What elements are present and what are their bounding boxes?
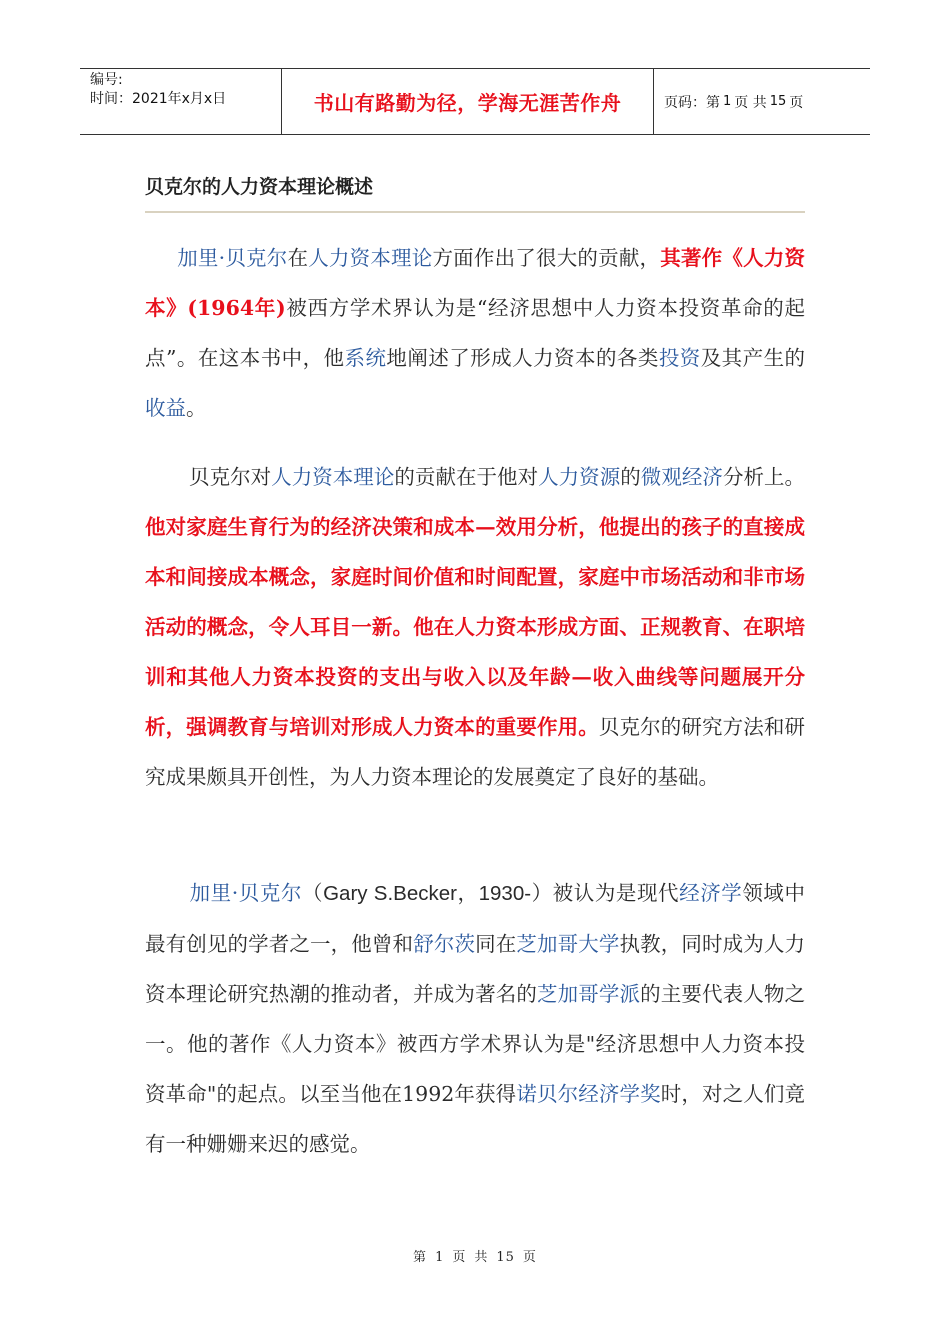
paragraph-1 xyxy=(145,233,805,433)
text: 分析上。 xyxy=(722,465,806,489)
link-university-of-chicago[interactable]: 芝加哥大学 xyxy=(516,932,620,956)
link-gary-becker[interactable]: 加里·贝克尔 xyxy=(177,246,288,270)
text: 执教，同时成为人力资本理论研究热潮的推动者，并成为著名的 xyxy=(145,932,806,1006)
link-human-capital-theory[interactable]: 人力资本理论 xyxy=(271,465,395,489)
text: （Gary S.Becker，1930-）被认为是现代 xyxy=(302,882,680,905)
link-chicago-school[interactable]: 芝加哥学派 xyxy=(536,982,641,1006)
title-divider xyxy=(145,211,805,213)
footer-mid1: 页 xyxy=(452,1250,467,1265)
link-microeconomics[interactable]: 微观经济 xyxy=(640,465,723,489)
page-footer xyxy=(0,1246,950,1265)
page-suffix: 页 xyxy=(789,94,804,111)
highlight-analysis: 他对家庭生育行为的经济决策和成本—效用分析，他提出的孩子的直接成本和间接成本概念，家庭时间价值和时间配置，家庭中市场活动和非市场活动的概念，令人耳目一新。他在人力资本形成方面、正规教育、在职培训和其他人力资本投资的支出与收入以及年龄—收入曲线等问题展开分析，强调教育与培训对形成人力资本的重要作用。 xyxy=(145,515,805,739)
page-header-table xyxy=(80,68,870,135)
footer-prefix: 第 xyxy=(413,1250,428,1265)
header-page-info xyxy=(654,69,870,134)
link-nobel-prize[interactable]: 诺贝尔经济学奖 xyxy=(516,1082,661,1106)
footer-suffix: 页 xyxy=(522,1250,537,1265)
footer-total: 15 xyxy=(496,1250,515,1265)
page-mid: 页 共 xyxy=(734,94,767,111)
link-schultz[interactable]: 舒尔茨 xyxy=(413,932,476,956)
page-total: 15 xyxy=(769,94,787,109)
footer-mid2: 共 xyxy=(474,1250,489,1265)
footer-current: 1 xyxy=(435,1250,445,1265)
header-meta-cell xyxy=(80,69,282,134)
time-label: 时间：2021年x月x日 xyxy=(90,91,227,107)
text: 在 xyxy=(287,246,309,270)
paragraph-3 xyxy=(145,868,805,1169)
text: 时，对之人们竟有一种姗姗来迟的感觉。 xyxy=(145,1082,806,1156)
number-label: 编号: xyxy=(90,72,123,88)
link-human-capital-theory[interactable]: 人力资本理论 xyxy=(308,246,433,270)
text: 地阐述了形成人力资本的各类 xyxy=(386,346,659,370)
text: 方面作出了很大的贡献， xyxy=(432,246,661,270)
text: 被西方学术界认为是“经济思想中人力资本投资革命的起点”。在这本书中，他 xyxy=(145,296,805,370)
document-title: 贝克尔的人力资本理论概述 xyxy=(145,176,374,198)
highlight-book: 其著作《人力资本》(1964年) xyxy=(145,246,806,320)
link-human-resources[interactable]: 人力资源 xyxy=(538,465,621,489)
link-gary-becker[interactable]: 加里·贝克尔 xyxy=(189,881,303,905)
text: 贝克尔对 xyxy=(189,465,272,489)
text: 的主要代表人物之一。他的著作《人力资本》被西方学术界认为是"经济思想中人力资本投资革命"的起点。以至当他在1992年获得 xyxy=(145,982,806,1106)
text: 的 xyxy=(620,465,641,489)
link-economics[interactable]: 经济学 xyxy=(679,881,743,905)
link-income[interactable]: 收益 xyxy=(145,396,186,420)
text: 的贡献在于他对 xyxy=(394,465,539,489)
paragraph-2 xyxy=(145,452,805,802)
header-motto: 书山有路勤为径，学海无涯苦作舟 xyxy=(282,69,654,134)
text: 及其产生的 xyxy=(700,346,806,370)
page-current: 1 xyxy=(723,94,732,109)
page-prefix: 页码：第 xyxy=(664,94,720,111)
link-investment[interactable]: 投资 xyxy=(658,346,701,370)
link-system[interactable]: 系统 xyxy=(344,346,387,370)
text: 。 xyxy=(186,396,207,420)
text: 同在 xyxy=(475,932,517,956)
text: 贝克尔的研究方法和研究成果颇具开创性，为人力资本理论的发展奠定了良好的基础。 xyxy=(145,715,806,789)
text: 领域中最有创见的学者之一，他曾和 xyxy=(145,881,805,956)
